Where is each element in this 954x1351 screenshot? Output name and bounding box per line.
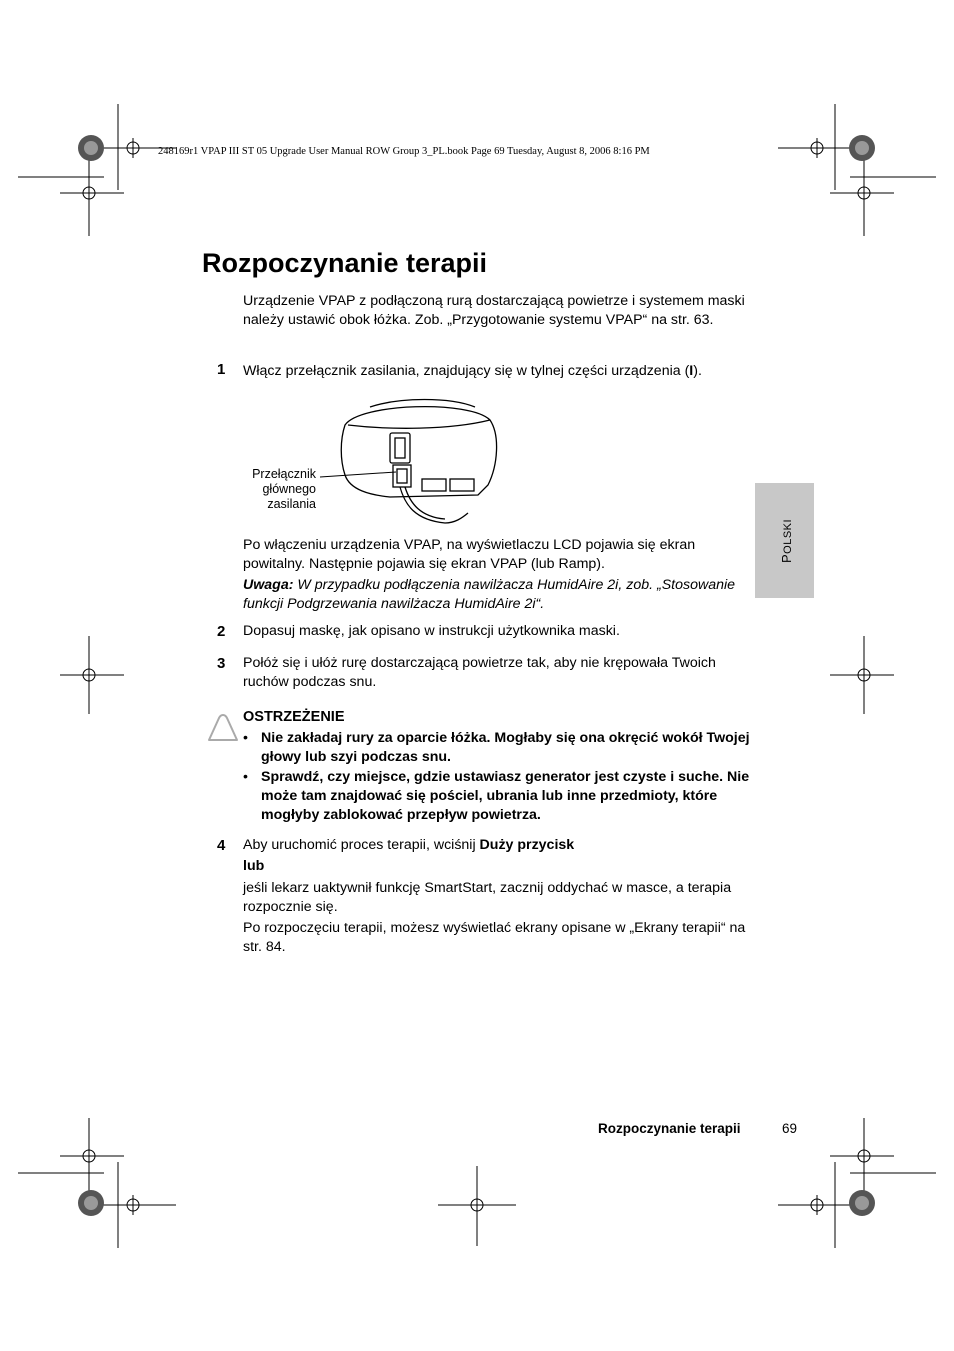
page-title: Rozpoczynanie terapii <box>202 248 488 278</box>
step-4-or: lub <box>243 858 265 874</box>
language-tab <box>755 483 814 598</box>
intro-paragraph: Urządzenie VPAP z podłączoną rurą dostarczającą powietrze i systemem maski należy ustawić obok łóżka. Zob. „Przygotowanie systemu VPAP“ na str. 63. <box>243 293 745 328</box>
note: Uwaga: W przypadku podłączenia nawilżacza HumidAire 2i, zob. „Stosowanie funkcji Podgrzewania nawilżacza HumidAire 2i“. <box>243 577 736 612</box>
step-3-number: 3 <box>217 655 226 672</box>
step-1-text: Włącz przełącznik zasilania, znajdujący się w tylnej części urządzenia (I). <box>243 363 702 379</box>
step-2-number: 2 <box>217 623 226 640</box>
step-4-text: Aby uruchomić proces terapii, wciśnij Duży przycisk <box>243 837 575 853</box>
step-2-text: Dopasuj maskę, jak opisano w instrukcji użytkownika maski. <box>243 623 620 639</box>
step-4-screens: Po rozpoczęciu terapii, możesz wyświetlać ekrany opisane w „Ekrany terapii“ na str. 84. <box>243 920 746 955</box>
note-label: Uwaga: <box>243 577 294 593</box>
warning-icon <box>205 712 239 744</box>
after-power-paragraph: Po włączeniu urządzenia VPAP, na wyświetlaczu LCD pojawia się ekran powitalny. Następnie pojawia się ekran VPAP (lub Ramp). <box>243 537 696 572</box>
step-4-number: 4 <box>217 837 226 854</box>
step-1-number: 1 <box>217 361 226 378</box>
step-4-smartstart: jeśli lekarz uaktywnił funkcję SmartStart, zacznij oddychać w masce, a terapia rozpocznie się. <box>243 880 732 915</box>
language-tab-label: POLSKI <box>779 518 794 563</box>
footer-title: Rozpoczynanie terapii <box>598 1121 741 1136</box>
big-button-label: Duży przycisk <box>479 837 575 853</box>
warning-item: • Sprawdź, czy miejsce, gdzie ustawiasz generator jest czyste i suche. Nie może tam znajdować się pościel, ubrania lub inne przedmioty, które mogłyby zablokować przepływ powietrza. <box>243 769 750 823</box>
warning-title: OSTRZEŻENIE <box>243 709 345 725</box>
page-number: 69 <box>782 1121 798 1136</box>
warning-item: • Nie zakładaj rury za oparcie łóżka. Mogłaby się ona okręcić wokół Twojej głowy lub szyi podczas snu. <box>243 730 750 765</box>
print-header: 248169r1 VPAP III ST 05 Upgrade User Manual ROW Group 3_PL.book Page 69 Tuesday, August 8, 2006 8:16 PM <box>158 146 650 157</box>
power-symbol: I <box>689 363 694 379</box>
power-switch-caption: Przełącznik głównego zasilania <box>252 467 316 511</box>
step-3-text: Połóż się i ułóż rurę dostarczającą powietrze tak, aby nie krępowała Twoich ruchów podczas snu. <box>243 655 716 690</box>
